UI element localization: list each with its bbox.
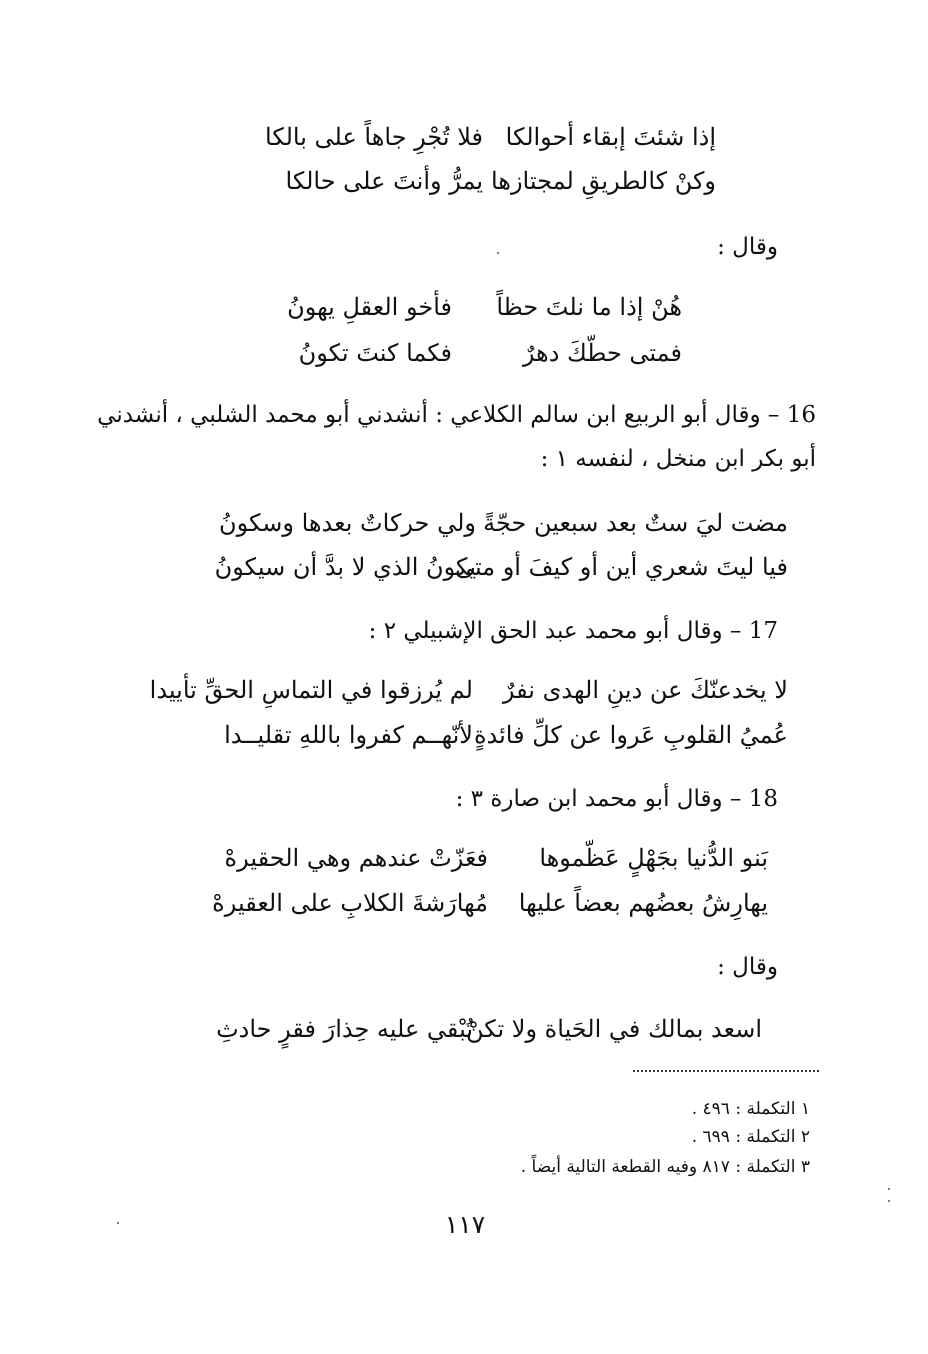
verse-hemistich: لم يُرزقوا في التماسِ الحقِّ تأييدا [149, 676, 473, 704]
scan-speck [497, 252, 499, 254]
scan-speck [888, 1188, 890, 1190]
verse-hemistich: بَنو الدُّنيا بجَهْلٍ عَظّموها [539, 844, 768, 872]
verse-hemistich: ولي حركاتٌ بعدها وسكونُ [218, 509, 476, 537]
verse-hemistich: يمرُّ وأنتَ على حالكا [285, 167, 483, 195]
verse-hemistich: فمتى حطّكَ دهرٌ [522, 339, 682, 367]
scan-speck [888, 1200, 890, 1202]
section-intro: وقال : [717, 234, 778, 260]
section-intro: 16 – وقال أبو الربيع ابن سالم الكلاعي : أنشدني أبو محمد الشلبي ، أنشدني [97, 402, 816, 428]
footnote: ٣ التكملة : ٨١٧ وفيه القطعة التالية أيضاً . [520, 1157, 810, 1177]
verse-hemistich: لا يخدعنّكَ عن دينِ الهدى نفرٌ [502, 676, 788, 704]
verse-hemistich: وكنْ كالطريقِ لمجتازها [490, 167, 716, 195]
verse-hemistich: يهارِشُ بعضُهم بعضاً عليها [518, 889, 768, 917]
verse-hemistich: فلا تُجْرِ جاهاً على بالكا [265, 123, 483, 151]
verse-hemistich: فيا ليتَ شعري أين أو كيفَ أو متى [454, 553, 788, 581]
footnote: ١ التكملة : ٤٩٦ . [691, 1099, 810, 1119]
footnote-divider [633, 1070, 819, 1072]
footnote: ٢ التكملة : ٦٩٩ . [691, 1127, 810, 1147]
verse-hemistich: عُميُ القلوبِ عَروا عن كلِّ فائدةٍ [473, 721, 788, 749]
section-intro: أبو بكر ابن منخل ، لنفسه ١ : [540, 446, 816, 472]
verse-hemistich: اسعد بمالك في الحَياة ولا تكنْ [465, 1015, 762, 1043]
verse-hemistich: فعَزّتْ عندهم وهي الحقيرهْ [224, 844, 488, 872]
section-intro: وقال : [717, 954, 778, 980]
verse-hemistich: لأنّهــم كفروا باللهِ تقليــدا [224, 721, 473, 749]
verse-hemistich: مُهارَشةَ الكلابِ على العقيرهْ [212, 889, 488, 917]
section-intro: 18 – وقال أبو محمد ابن صارة ٣ : [455, 786, 778, 812]
verse-hemistich: تُبْقي عليه حِذارَ فقرٍ حادثِ [216, 1015, 473, 1043]
verse-hemistich: إذا شئتَ إبقاء أحوالكا [505, 123, 716, 151]
section-intro: 17 – وقال أبو محمد عبد الحق الإشبيلي ٢ : [368, 618, 778, 644]
verse-hemistich: يكونُ الذي لا بدَّ أن سيكونُ [214, 553, 476, 581]
page-number: ١١٧ [444, 1210, 486, 1239]
scan-speck [117, 1222, 119, 1224]
verse-hemistich: فأخو العقلِ يهونُ [287, 293, 452, 321]
verse-hemistich: فكما كنتَ تكونُ [298, 339, 452, 367]
verse-hemistich: هُنْ إذا ما نلتَ حظاً [496, 293, 682, 321]
verse-hemistich: مضت ليَ ستٌ بعد سبعين حجّةً [483, 509, 788, 537]
